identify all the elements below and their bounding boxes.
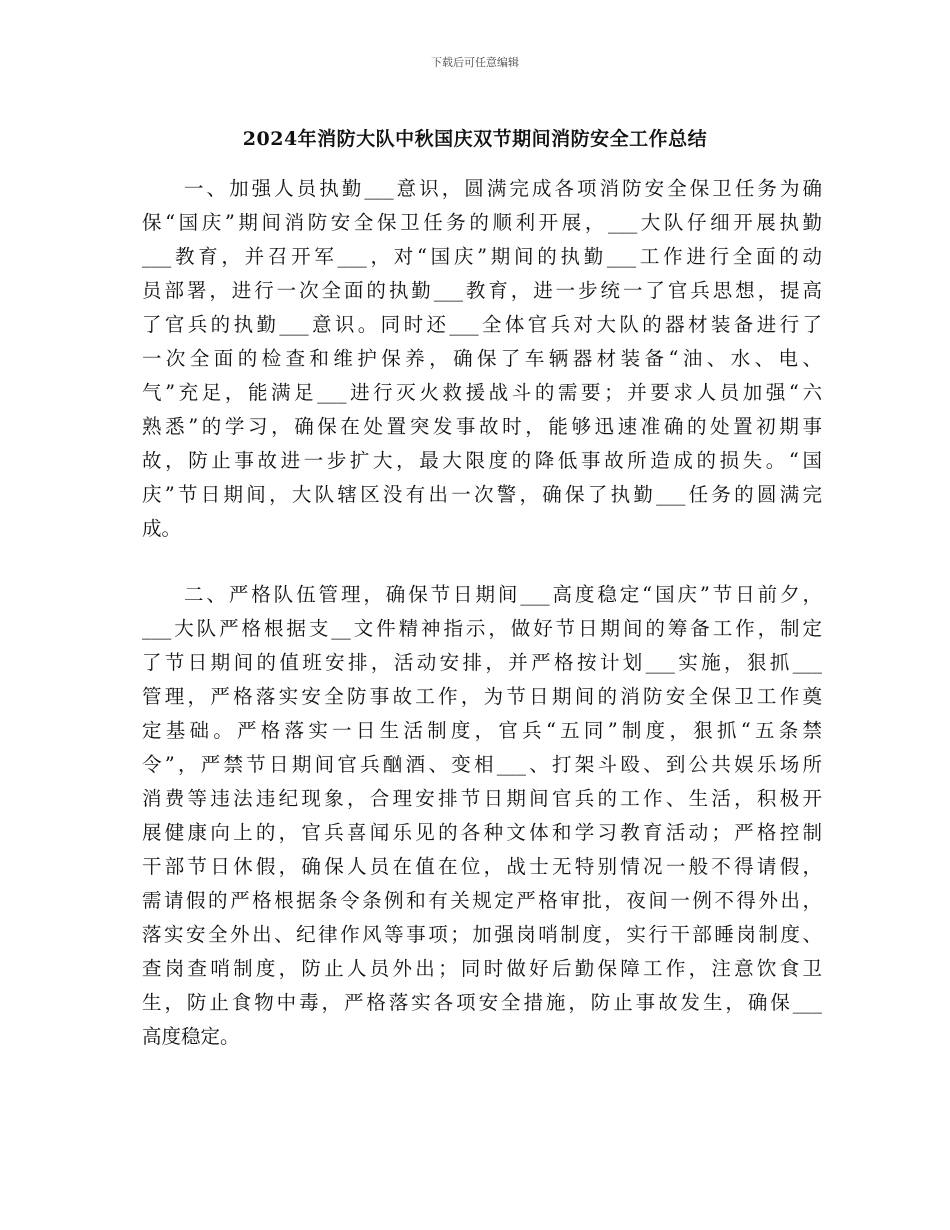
paragraph-2-line: 高度稳定。 bbox=[142, 1025, 240, 1048]
paragraph-2-line: 需请假的严格根据条令条例和有关规定严格审批，夜间一例不得外出， bbox=[142, 889, 822, 912]
paragraph-2-line: 展健康向上的，官兵喜闻乐见的各种文体和学习教育活动；严格控制 bbox=[142, 821, 822, 844]
paragraph-1-line: ___教育，并召开军___，对“国庆”期间的执勤___工作进行全面的动 bbox=[142, 245, 822, 268]
paragraph-1-line: 庆”节日期间，大队辖区没有出一次警，确保了执勤___任务的圆满完 bbox=[142, 483, 822, 506]
paragraph-2-line: 定基础。严格落实一日生活制度，官兵“五同”制度，狠抓“五条禁 bbox=[142, 719, 822, 742]
paragraph-1-line: 了官兵的执勤___意识。同时还___全体官兵对大队的器材装备进行了 bbox=[142, 313, 822, 336]
page-header-note: 下载后可任意编辑 bbox=[431, 56, 519, 69]
paragraph-1-line: 故，防止事故进一步扩大，最大限度的降低事故所造成的损失。“国 bbox=[142, 449, 822, 472]
document-title: 2024年消防大队中秋国庆双节期间消防安全工作总结 bbox=[242, 128, 708, 150]
paragraph-1 bbox=[142, 172, 822, 546]
paragraph-1-line: 成。 bbox=[142, 517, 182, 540]
paragraph-1-line: 保“国庆”期间消防安全保卫任务的顺利开展，___大队仔细开展执勤 bbox=[142, 211, 822, 234]
paragraph-2-line: 管理，严格落实安全防事故工作，为节日期间的消防安全保卫工作奠 bbox=[142, 685, 822, 708]
paragraph-2-line: 令”，严禁节日期间官兵酗酒、变相___、打架斗殴、到公共娱乐场所 bbox=[142, 753, 822, 776]
paragraph-2-line: 生，防止食物中毒，严格落实各项安全措施，防止事故发生，确保___ bbox=[142, 991, 822, 1014]
paragraph-1-line: 熟悉”的学习，确保在处置突发事故时，能够迅速准确的处置初期事 bbox=[142, 415, 822, 438]
paragraph-2-line: 消费等违法违纪现象，合理安排节日期间官兵的工作、生活，积极开 bbox=[142, 787, 822, 810]
paragraph-2-line: 落实安全外出、纪律作风等事项；加强岗哨制度，实行干部睡岗制度、 bbox=[142, 923, 822, 946]
paragraph-1-line: 员部署，进行一次全面的执勤___教育，进一步统一了官兵思想，提高 bbox=[142, 279, 822, 302]
paragraph-2-line: 二、严格队伍管理，确保节日期间___高度稳定“国庆”节日前夕， bbox=[184, 583, 822, 606]
paragraph-2-line: 查岗查哨制度，防止人员外出；同时做好后勤保障工作，注意饮食卫 bbox=[142, 957, 822, 980]
paragraph-2-line: 干部节日休假，确保人员在值在位，战士无特别情况一般不得请假， bbox=[142, 855, 822, 878]
paragraph-1-line: 一、加强人员执勤___意识，圆满完成各项消防安全保卫任务为确 bbox=[184, 177, 822, 200]
paragraph-2 bbox=[142, 578, 822, 1054]
paragraph-1-line: 一次全面的检查和维护保养，确保了车辆器材装备“油、水、电、 bbox=[142, 347, 822, 370]
paragraph-1-line: 气”充足，能满足___进行灭火救援战斗的需要；并要求人员加强“六 bbox=[142, 381, 822, 404]
paragraph-2-line: 了节日期间的值班安排，活动安排，并严格按计划___实施，狠抓___ bbox=[142, 651, 822, 674]
paragraph-2-line: ___大队严格根据支__文件精神指示，做好节日期间的筹备工作，制定 bbox=[142, 617, 822, 640]
